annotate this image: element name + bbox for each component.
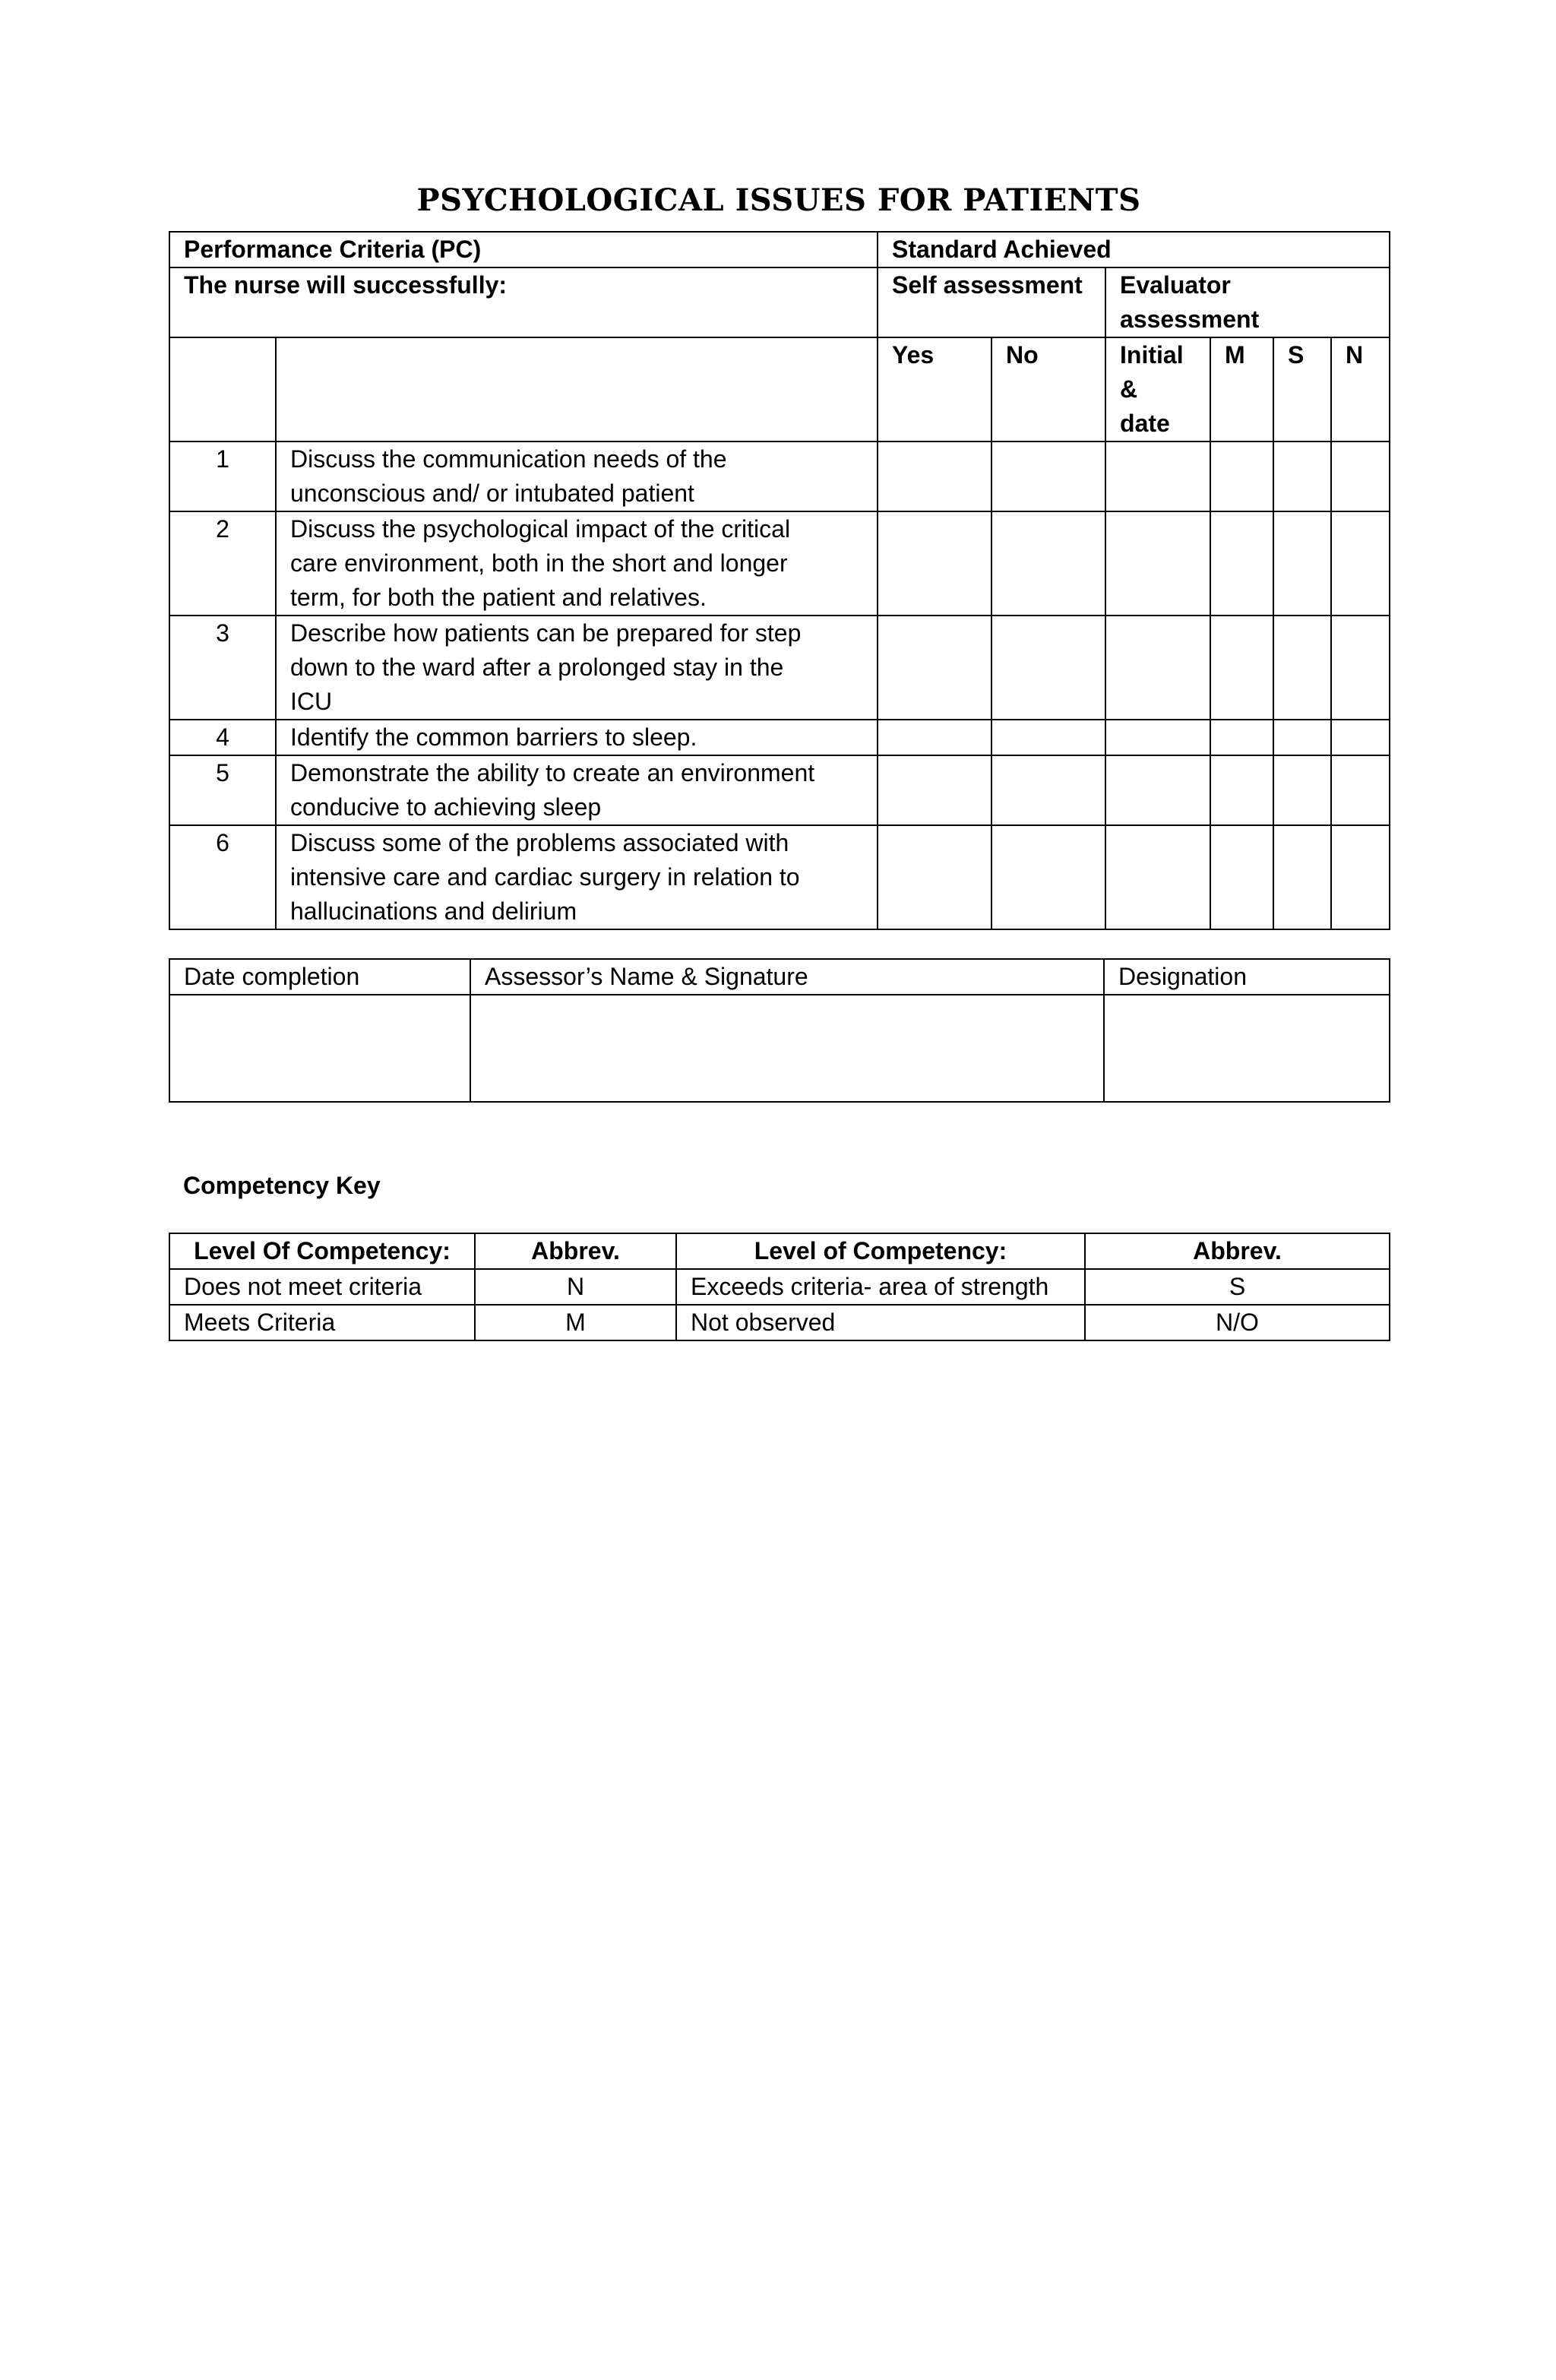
- key-abbrev-2: S: [1085, 1269, 1390, 1305]
- criteria-number: 3: [169, 616, 276, 720]
- cell-n[interactable]: [1331, 720, 1390, 755]
- header-standard-achieved: Standard Achieved: [878, 232, 1390, 267]
- header-evaluator-assessment: Evaluator assessment: [1105, 267, 1390, 337]
- key-header-level-1: Level Of Competency:: [169, 1233, 475, 1269]
- criteria-number: 1: [169, 442, 276, 511]
- cell-yes[interactable]: [878, 616, 991, 720]
- header-blank-number: [169, 337, 276, 442]
- criteria-text-line: care environment, both in the short and longer: [290, 549, 788, 577]
- key-level-1: Does not meet criteria: [169, 1269, 475, 1305]
- key-header-abbrev-2: Abbrev.: [1085, 1233, 1390, 1269]
- criteria-text-line: hallucinations and delirium: [290, 897, 577, 925]
- criteria-row: [169, 755, 1390, 825]
- criteria-text-line: ICU: [290, 688, 333, 715]
- cell-initial-date[interactable]: [1105, 511, 1210, 616]
- criteria-text-line: conducive to achieving sleep: [290, 793, 602, 821]
- criteria-text-line: unconscious and/ or intubated patient: [290, 479, 694, 507]
- column-yes: Yes: [878, 337, 991, 442]
- key-row: [169, 1305, 1390, 1340]
- criteria-text: [276, 825, 878, 929]
- criteria-text-line: Discuss the psychological impact of the critical: [290, 515, 791, 543]
- criteria-text: [276, 720, 878, 755]
- criteria-text: [276, 755, 878, 825]
- key-row: [169, 1269, 1390, 1305]
- criteria-row: [169, 616, 1390, 720]
- cell-yes[interactable]: [878, 720, 991, 755]
- criteria-text-line: Discuss some of the problems associated with: [290, 829, 789, 856]
- column-date-label: date: [1120, 410, 1170, 437]
- cell-m[interactable]: [1210, 442, 1273, 511]
- criteria-text-line: Discuss the communication needs of the: [290, 445, 727, 473]
- cell-no[interactable]: [991, 755, 1105, 825]
- cell-yes[interactable]: [878, 442, 991, 511]
- cell-yes[interactable]: [878, 755, 991, 825]
- criteria-row: [169, 720, 1390, 755]
- cell-s[interactable]: [1273, 825, 1331, 929]
- cell-m[interactable]: [1210, 720, 1273, 755]
- column-initial-date: [1105, 337, 1210, 442]
- cell-m[interactable]: [1210, 825, 1273, 929]
- criteria-text-line: Demonstrate the ability to create an environment: [290, 759, 815, 786]
- cell-initial-date[interactable]: [1105, 755, 1210, 825]
- criteria-text: [276, 511, 878, 616]
- cell-initial-date[interactable]: [1105, 825, 1210, 929]
- key-level-1: Meets Criteria: [169, 1305, 475, 1340]
- cell-yes[interactable]: [878, 825, 991, 929]
- criteria-text-line: Describe how patients can be prepared for step: [290, 619, 802, 647]
- date-completion-field[interactable]: [169, 995, 470, 1102]
- cell-s[interactable]: [1273, 720, 1331, 755]
- cell-s[interactable]: [1273, 442, 1331, 511]
- key-header-level-2: Level of Competency:: [676, 1233, 1085, 1269]
- cell-n[interactable]: [1331, 616, 1390, 720]
- cell-no[interactable]: [991, 511, 1105, 616]
- page-title: PSYCHOLOGICAL ISSUES FOR PATIENTS: [416, 182, 1141, 218]
- cell-initial-date[interactable]: [1105, 616, 1210, 720]
- cell-m[interactable]: [1210, 755, 1273, 825]
- key-abbrev-1: N: [475, 1269, 676, 1305]
- criteria-text-line: term, for both the patient and relatives.: [290, 584, 707, 611]
- competency-key-table: [169, 1233, 1390, 1341]
- cell-s[interactable]: [1273, 616, 1331, 720]
- designation-label: Designation: [1104, 959, 1390, 995]
- designation-field[interactable]: [1104, 995, 1390, 1102]
- column-s: S: [1273, 337, 1331, 442]
- column-m: M: [1210, 337, 1273, 442]
- column-amp-label: &: [1120, 375, 1138, 403]
- assessor-name-signature-label: Assessor’s Name & Signature: [470, 959, 1104, 995]
- cell-s[interactable]: [1273, 511, 1331, 616]
- completion-signature-table: [169, 958, 1390, 1103]
- header-nurse-will: The nurse will successfully:: [169, 267, 878, 337]
- date-completion-label: Date completion: [169, 959, 470, 995]
- criteria-text-line: down to the ward after a prolonged stay in the: [290, 654, 784, 681]
- column-no: No: [991, 337, 1105, 442]
- cell-no[interactable]: [991, 825, 1105, 929]
- criteria-number: 6: [169, 825, 276, 929]
- cell-m[interactable]: [1210, 511, 1273, 616]
- criteria-row: [169, 442, 1390, 511]
- cell-n[interactable]: [1331, 825, 1390, 929]
- criteria-number: 4: [169, 720, 276, 755]
- criteria-row: [169, 825, 1390, 929]
- criteria-number: 2: [169, 511, 276, 616]
- cell-no[interactable]: [991, 720, 1105, 755]
- competency-key-heading: Competency Key: [183, 1172, 381, 1199]
- cell-initial-date[interactable]: [1105, 720, 1210, 755]
- key-header-abbrev-1: Abbrev.: [475, 1233, 676, 1269]
- criteria-number: 5: [169, 755, 276, 825]
- cell-m[interactable]: [1210, 616, 1273, 720]
- criteria-text-line: Identify the common barriers to sleep.: [290, 723, 697, 751]
- key-abbrev-1: M: [475, 1305, 676, 1340]
- criteria-row: [169, 511, 1390, 616]
- cell-n[interactable]: [1331, 511, 1390, 616]
- key-abbrev-2: N/O: [1085, 1305, 1390, 1340]
- cell-yes[interactable]: [878, 511, 991, 616]
- criteria-text: [276, 616, 878, 720]
- header-blank-criteria: [276, 337, 878, 442]
- criteria-text-line: intensive care and cardiac surgery in relation to: [290, 863, 800, 891]
- cell-n[interactable]: [1331, 755, 1390, 825]
- key-level-2: Not observed: [676, 1305, 1085, 1340]
- cell-n[interactable]: [1331, 442, 1390, 511]
- header-self-assessment: Self assessment: [878, 267, 1105, 337]
- key-level-2: Exceeds criteria- area of strength: [676, 1269, 1085, 1305]
- cell-no[interactable]: [991, 442, 1105, 511]
- cell-initial-date[interactable]: [1105, 442, 1210, 511]
- performance-criteria-table: [169, 231, 1390, 930]
- column-initial-label: Initial: [1120, 341, 1184, 369]
- cell-no[interactable]: [991, 616, 1105, 720]
- header-performance-criteria: Performance Criteria (PC): [169, 232, 878, 267]
- criteria-text: [276, 442, 878, 511]
- cell-s[interactable]: [1273, 755, 1331, 825]
- column-n: N: [1331, 337, 1390, 442]
- assessor-signature-field[interactable]: [470, 995, 1104, 1102]
